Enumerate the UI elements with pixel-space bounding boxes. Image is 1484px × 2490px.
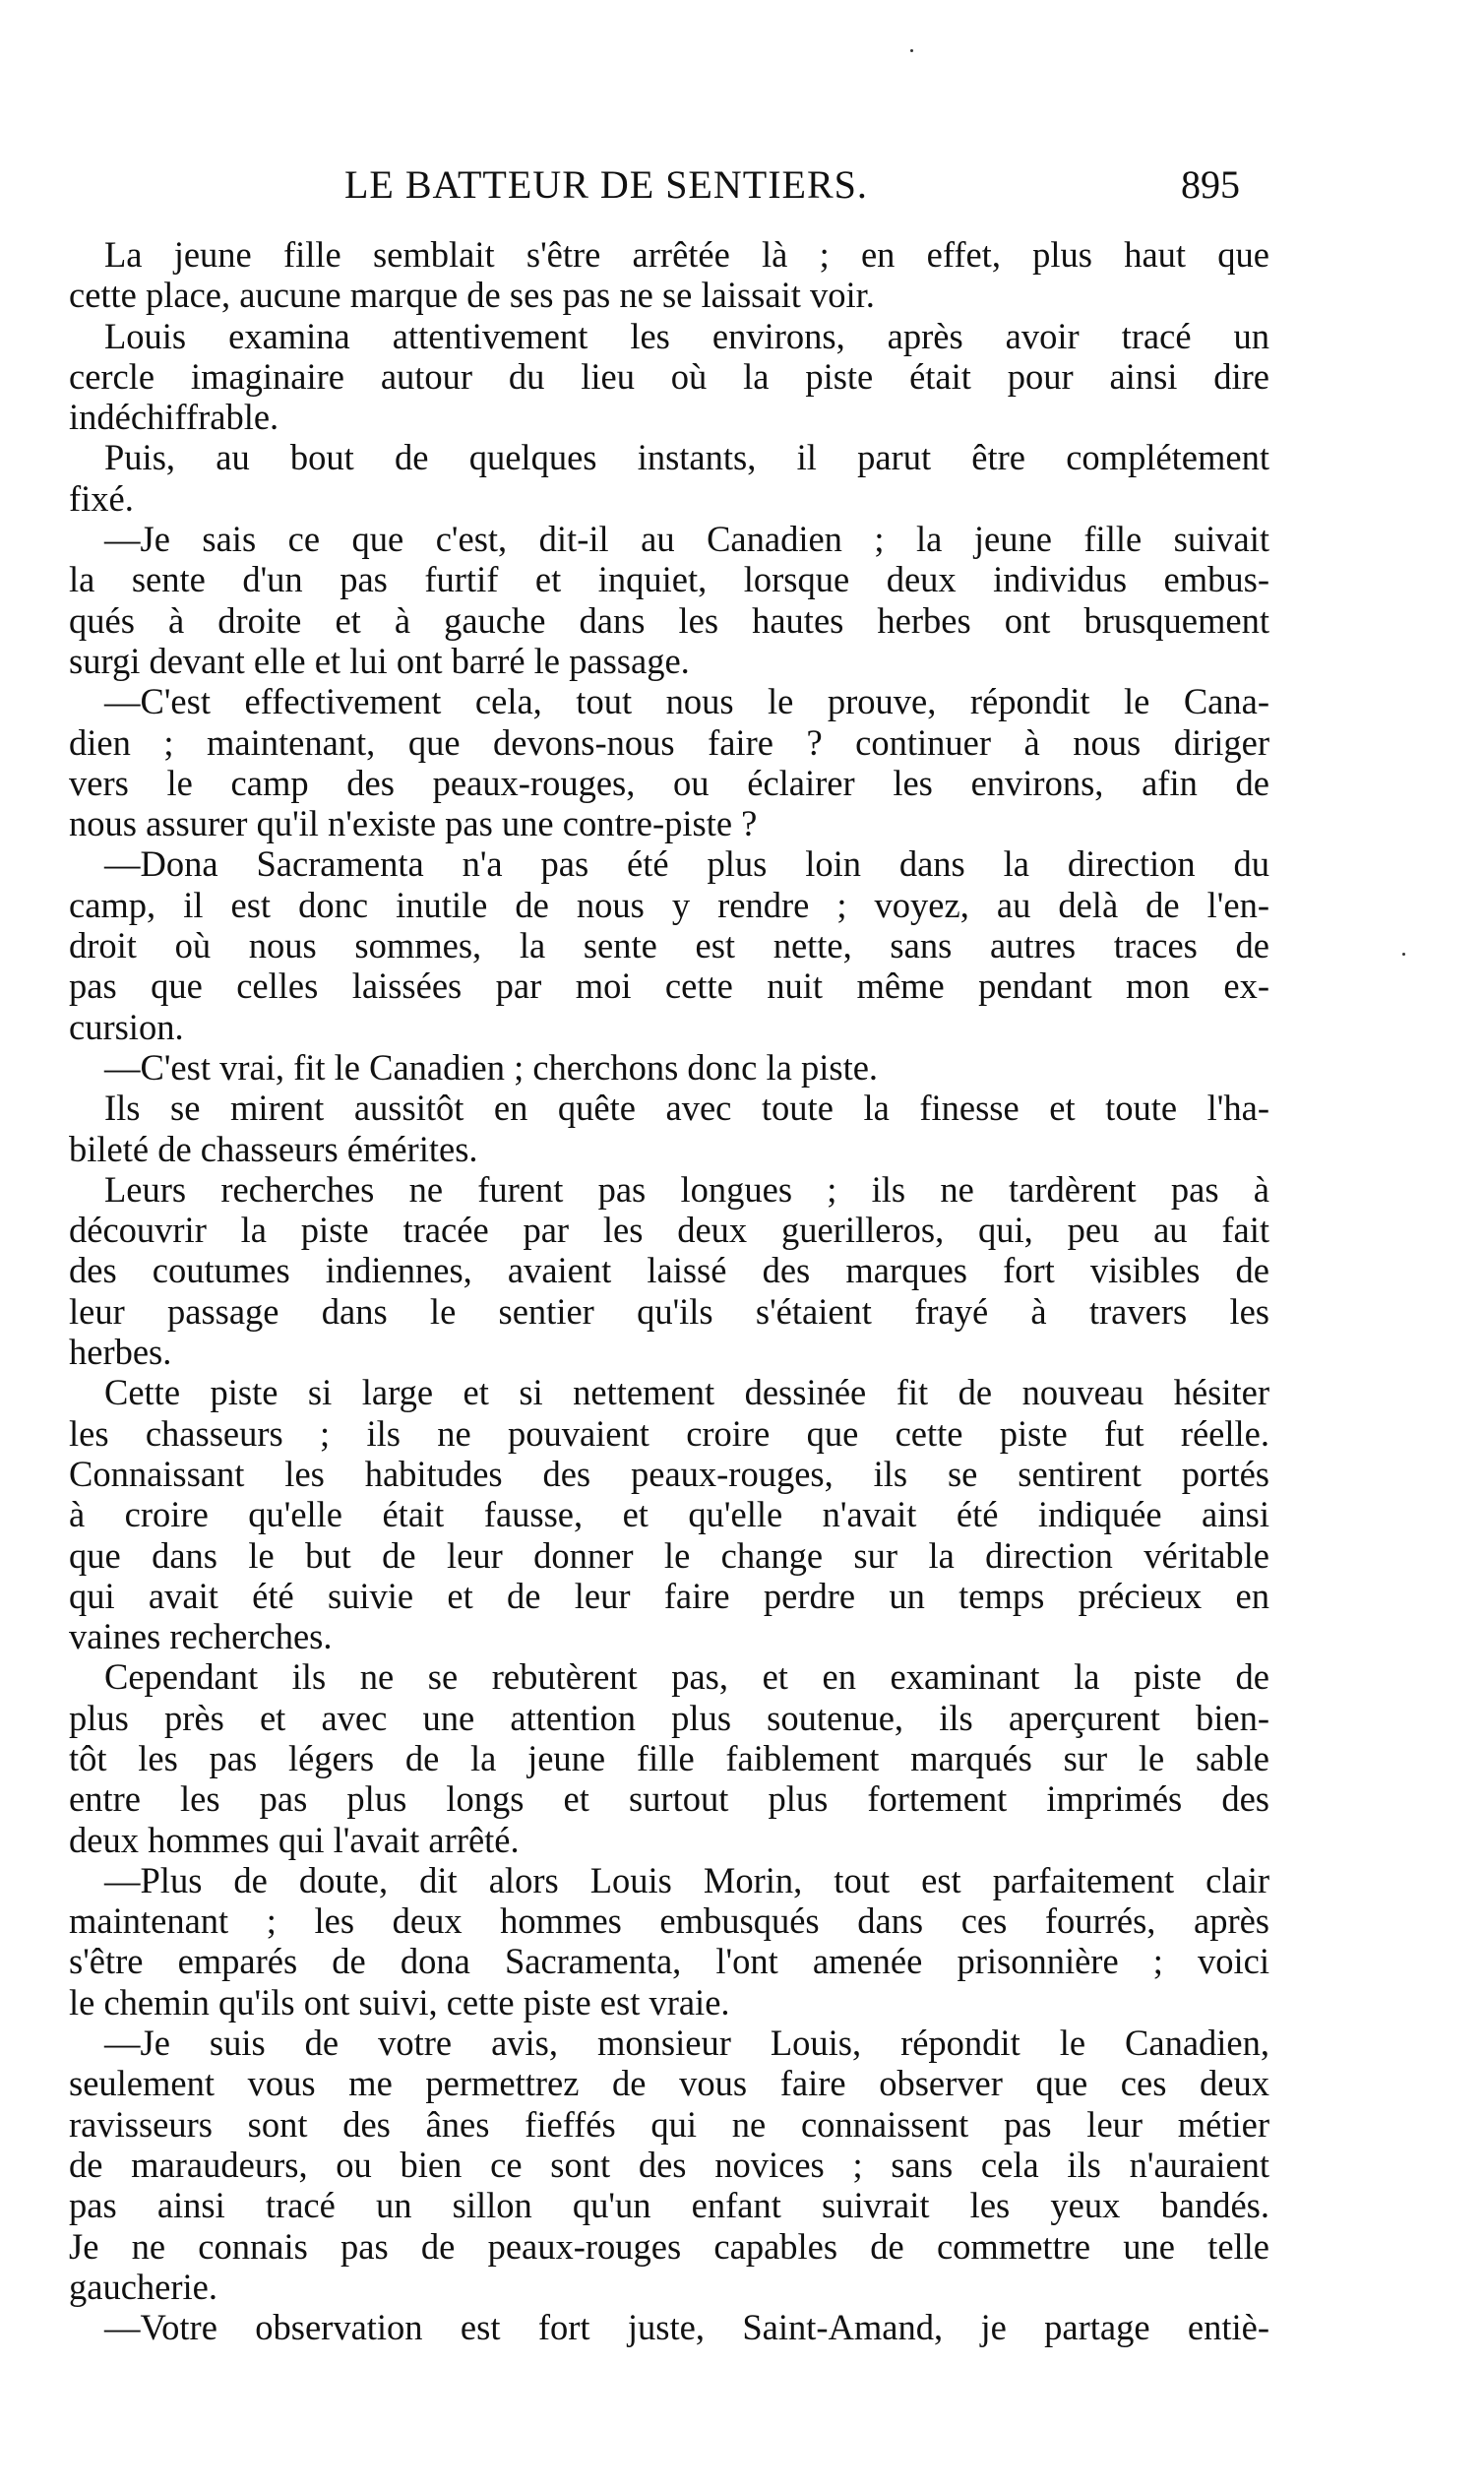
text-line: cursion. <box>69 1006 184 1047</box>
text-line: que dans le but de leur donner le change sur la direction véritable <box>69 1534 1269 1576</box>
text-line: —Je suis de votre avis, monsieur Louis, répondit le Canadien, <box>104 2023 1269 2064</box>
text-line: découvrir la piste tracée par les deux guerilleros, qui, peu au fait <box>69 1210 1269 1251</box>
text-line: pas que celles laissées par moi cette nuit même pendant mon ex- <box>69 965 1269 1007</box>
text-line: camp, il est donc inutile de nous y rendre ; voyez, au delà de l'en- <box>69 884 1269 925</box>
text-line: cercle imaginaire autour du lieu où la piste était pour ainsi dire <box>69 355 1269 397</box>
text-line: qui avait été suivie et de leur faire perdre un temps précieux en <box>69 1575 1269 1616</box>
text-line: plus près et avec une attention plus soutenue, ils aperçurent bien- <box>69 1697 1269 1738</box>
text-line: vers le camp des peaux-rouges, ou éclairer les environs, afin de <box>69 762 1269 803</box>
text-line: à croire qu'elle était fausse, et qu'elle n'avait été indiquée ainsi <box>69 1494 1269 1535</box>
text-line: Je ne connais pas de peaux-rouges capables de commettre une telle <box>69 2225 1269 2267</box>
text-line: entre les pas plus longs et surtout plus fortement imprimés des <box>69 1778 1269 1820</box>
text-line: des coutumes indiennes, avaient laissé des marques fort visibles de <box>69 1250 1269 1291</box>
text-line: leur passage dans le sentier qu'ils s'étaient frayé à travers les <box>69 1290 1269 1332</box>
text-line: Puis, au bout de quelques instants, il parut être complétement <box>104 437 1269 478</box>
text-line: Cependant ils ne se rebutèrent pas, et en examinant la piste de <box>104 1656 1269 1698</box>
text-line: tôt les pas légers de la jeune fille faiblement marqués sur le sable <box>69 1737 1269 1778</box>
text-line: nous assurer qu'il n'existe pas une contre-piste ? <box>69 803 758 844</box>
text-line: —C'est vrai, fit le Canadien ; cherchons donc la piste. <box>104 1046 879 1088</box>
text-line: —Dona Sacramenta n'a pas été plus loin dans la direction du <box>104 843 1269 885</box>
text-line: Connaissant les habitudes des peaux-rouges, ils se sentirent portés <box>69 1453 1269 1494</box>
text-line: deux hommes qui l'avait arrêté. <box>69 1819 520 1860</box>
text-line: gaucherie. <box>69 2266 217 2307</box>
print-speck <box>1402 953 1405 956</box>
text-line: La jeune fille semblait s'être arrêtée là ; en effet, plus haut que <box>104 234 1269 275</box>
text-line: fixé. <box>69 477 134 519</box>
text-line: —Plus de doute, dit alors Louis Morin, tout est parfaitement clair <box>104 1859 1269 1900</box>
text-line: dien ; maintenant, que devons-nous faire ? continuer à nous diriger <box>69 721 1269 763</box>
text-line: vaines recherches. <box>69 1616 333 1657</box>
text-line: —Je sais ce que c'est, dit-il au Canadien ; la jeune fille suivait <box>104 519 1269 560</box>
text-line: ravisseurs sont des ânes fieffés qui ne connaissent pas leur métier <box>69 2103 1269 2145</box>
text-line: bileté de chasseurs émérites. <box>69 1128 478 1169</box>
page-number: 895 <box>1181 162 1240 207</box>
print-speck <box>910 49 913 52</box>
text-line: Louis examina attentivement les environs, après avoir tracé un <box>104 315 1269 356</box>
text-line: le chemin qu'ils ont suivi, cette piste est vraie. <box>69 1981 730 2023</box>
text-line: pas ainsi tracé un sillon qu'un enfant suivrait les yeux bandés. <box>69 2185 1269 2226</box>
text-line: qués à droite et à gauche dans les hautes herbes ont brusquement <box>69 599 1269 641</box>
text-line: maintenant ; les deux hommes embusqués dans ces fourrés, après <box>69 1900 1269 1942</box>
text-line: droit où nous sommes, la sente est nette, sans autres traces de <box>69 925 1269 966</box>
text-line: cette place, aucune marque de ses pas ne se laissait voir. <box>69 275 875 316</box>
body-text <box>69 234 1269 2347</box>
text-line: Cette piste si large et si nettement dessinée fit de nouveau hésiter <box>104 1372 1269 1413</box>
text-line: —C'est effectivement cela, tout nous le prouve, répondit le Cana- <box>104 681 1269 722</box>
text-line: seulement vous me permettrez de vous faire observer que ces deux <box>69 2063 1269 2104</box>
text-line: —Votre observation est fort juste, Saint-Amand, je partage entiè- <box>104 2307 1269 2348</box>
page-header <box>69 157 1250 217</box>
text-line: Leurs recherches ne furent pas longues ; ils ne tardèrent pas à <box>104 1168 1269 1210</box>
text-line: surgi devant elle et lui ont barré le passage. <box>69 640 690 681</box>
text-line: la sente d'un pas furtif et inquiet, lorsque deux individus embus- <box>69 559 1269 600</box>
running-title: LE BATTEUR DE SENTIERS. <box>344 162 868 207</box>
text-line: les chasseurs ; ils ne pouvaient croire que cette piste fut réelle. <box>69 1412 1269 1454</box>
text-line: Ils se mirent aussitôt en quête avec toute la finesse et toute l'ha- <box>104 1088 1269 1129</box>
text-line: indéchiffrable. <box>69 397 279 438</box>
text-line: de maraudeurs, ou bien ce sont des novices ; sans cela ils n'auraient <box>69 2144 1269 2185</box>
text-line: herbes. <box>69 1332 172 1373</box>
text-line: s'être emparés de dona Sacramenta, l'ont amenée prisonnière ; voici <box>69 1941 1269 1982</box>
